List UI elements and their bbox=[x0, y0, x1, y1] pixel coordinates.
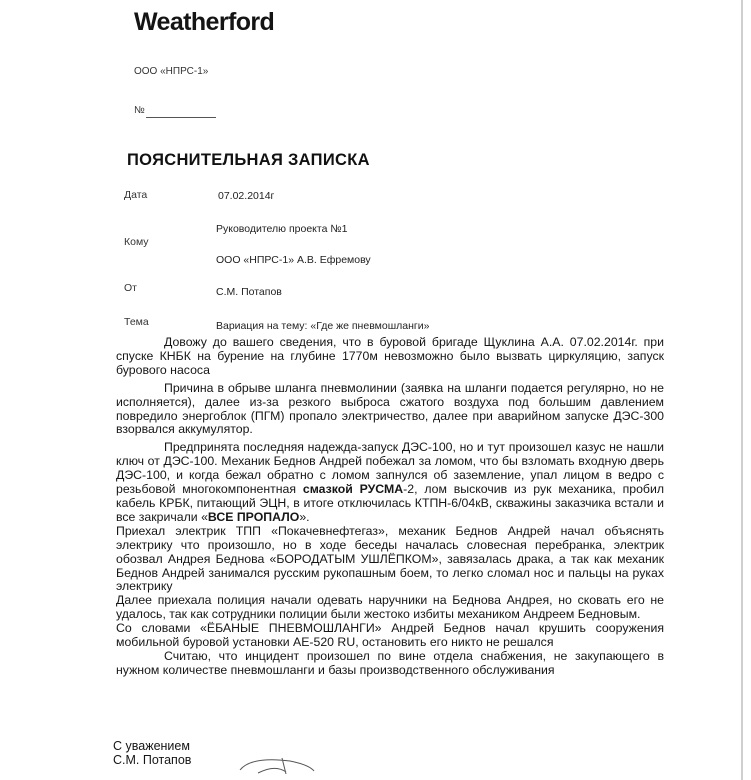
subject-label: Тема bbox=[124, 316, 149, 328]
date-label: Дата bbox=[124, 189, 148, 201]
paragraph-3-bold-lost: ВСЕ ПРОПАЛО bbox=[207, 509, 300, 524]
date-value: 07.02.2014г bbox=[218, 190, 275, 202]
closing-block bbox=[113, 739, 191, 767]
paragraph-4: Приехал электрик ТПП «Покачевнефтегаз», механик Беднов Андрей начал объяснять электрику что произошло, но в ходе беседы началась словесная перебранка, электрик обозвал Андрея Беднова «БОРОДАТЫМ УШЛЁПКОМ», завязалась драка, а так как механик Беднов Андрей занимался русским рукопашным боем, то легко сломал нос и пальцы на руках электрику bbox=[116, 523, 664, 594]
paragraph-3 bbox=[116, 441, 664, 524]
closing-regards: С уважением bbox=[113, 739, 190, 753]
paragraph-5: Далее приехала полиция начали одевать наручники на Беднова Андрея, но сковать его не удалось, так как сотрудники полиции были жестоко избиты механиком Андреем Бедновым. bbox=[116, 593, 664, 622]
recipient-line-2: ООО «НПРС-1» А.В. Ефремову bbox=[216, 254, 371, 266]
paragraph-2: Причина в обрыве шланга пневмолинии (заявка на шланги подается регулярно, но не исполняется), далее из-за резкого выброса сжатого воздуха под большим давлением повредило энергоблок (ПГМ) пропало электричество, далее при аварийном запуске ДЭС-300 взорвался аккумулятор. bbox=[116, 380, 664, 437]
paragraph-3-part-e: ». bbox=[299, 509, 310, 524]
subject-value: Вариация на тему: «Где же пневмошланги» bbox=[216, 320, 430, 332]
signature-icon bbox=[238, 752, 318, 778]
paragraph-6: Со словами «ЁБАНЫЕ ПНЕВМОШЛАНГИ» Андрей Беднов начал крушить сооружения мобильной буровой установки АЕ-520 RU, остановить его никто не решался bbox=[116, 621, 664, 650]
from-value: С.М. Потапов bbox=[216, 286, 282, 298]
paragraph-1: Довожу до вашего сведения, что в буровой бригаде Щуклина А.А. 07.02.2014г. при спуске КНБК на бурение на глубине 1770м невозможно было вызвать циркуляцию, запуск бурового насоса bbox=[116, 335, 664, 377]
document-title: ПОЯСНИТЕЛЬНАЯ ЗАПИСКА bbox=[127, 151, 370, 169]
paragraph-3-part-a: Предпринята последняя надежда-запуск ДЭС-100, но и тут произошел казус не нашли ключ от ДЭС-100. Механик Беднов Андрей побежал за ломом, что бы взломать входную дверь ДЭС-100, и когда бежал обратно с ломом запнулся об заземление, упал лицом в ведро с резьбовой многокомпонентная bbox=[116, 440, 664, 497]
closing-signer: С.М. Потапов bbox=[113, 753, 192, 767]
recipient-line-1: Руководителю проекта №1 bbox=[216, 223, 348, 235]
letter-body bbox=[116, 336, 664, 678]
company-logo: Weatherford bbox=[134, 8, 275, 36]
paragraph-7: Считаю, что инцидент произошел по вине отдела снабжения, не закупающего в нужном количестве пневмошланги и базы производственного обслуживания bbox=[116, 648, 664, 677]
to-label: Кому bbox=[124, 236, 149, 248]
scan-edge-shadow bbox=[741, 0, 743, 780]
paragraph-3-bold-grease: смазкой РУСМА bbox=[302, 482, 404, 497]
number-blank-line bbox=[146, 117, 216, 118]
number-label: № bbox=[134, 105, 145, 116]
paragraph-3-part-c: -2, лом выскочив из рук механика, пробил кабель КРБК, питающий ЭЦН, в итоге отключилась КТПН-6/04кВ, скважины заказчика встали и все закричали « bbox=[116, 482, 664, 524]
org-name: ООО «НПРС-1» bbox=[134, 66, 209, 77]
from-label: От bbox=[124, 282, 137, 294]
